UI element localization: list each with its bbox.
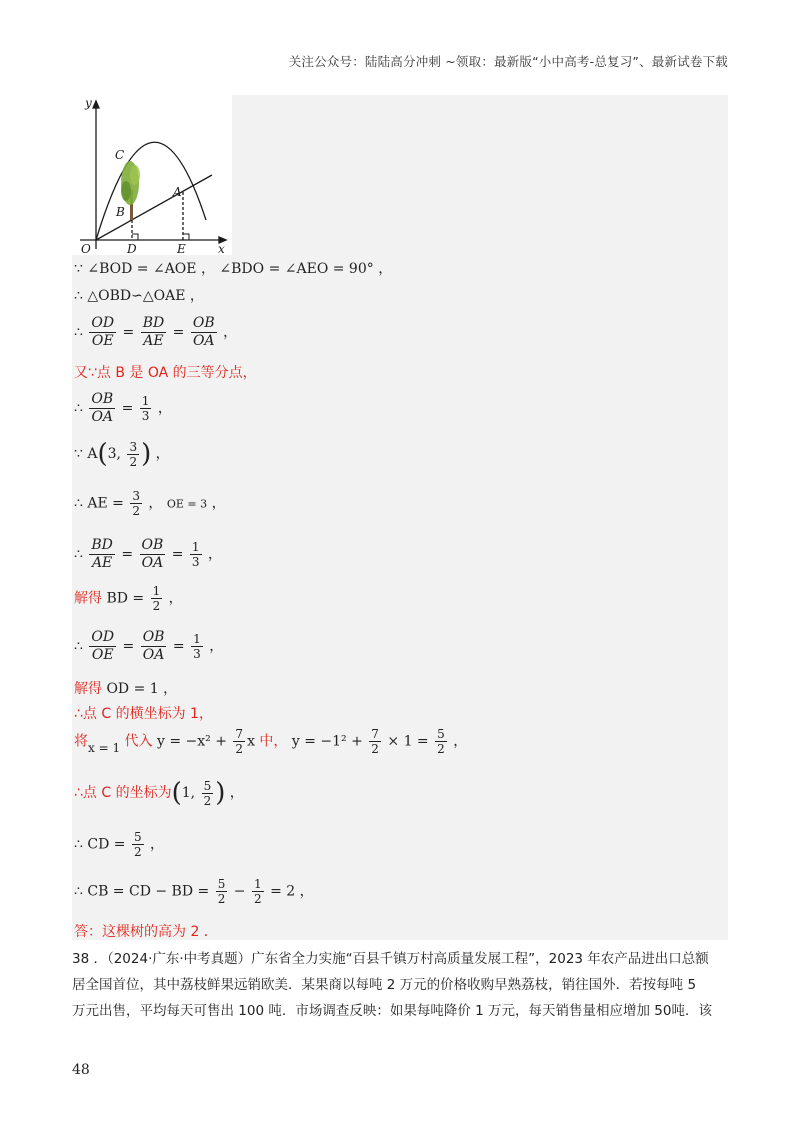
- step-point-a: ∵ A(3, $\frac{3}{2}$ ) ，: [74, 439, 170, 469]
- step-solve-od: 解得 OD = 1 ，: [74, 681, 178, 697]
- step-ratio-equation: ∴ $\frac{OD}{OE}$ = $\frac{BD}{AE}$ = $\frac{OB}{OA}$ ，: [74, 315, 238, 349]
- step-bd-ae-ratio: ∴ $\frac{BD}{AE}$ = $\frac{OB}{OA}$ = $\frac{1}{3}$ ，: [74, 537, 223, 571]
- line-oa: [96, 175, 212, 240]
- step-trisection-point: 又∵点 B 是 OA 的三等分点，: [74, 365, 257, 381]
- coordinate-diagram: [72, 95, 232, 255]
- right-angle-e: [183, 234, 189, 240]
- step-cb: ∴ CB = CD − BD = $\frac{5}{2}$ − $\frac{1}{2}$ = 2 ，: [74, 877, 314, 906]
- step-cd: ∴ CD = $\frac{5}{2}$ ，: [74, 830, 165, 859]
- step-ae-oe: ∴ AE = $\frac{3}{2}$ ， OE = 3 ，: [74, 489, 226, 518]
- problem-line-1: 38 ．（2024·广东·中考真题）广东省全力实施“百县千镇万村高质量发展工程”，2023 年农产品进出口总额: [72, 951, 709, 967]
- step-angles-equal: ∵ ∠BOD = ∠AOE ， ∠BDO = ∠AEO = 90° ，: [74, 261, 393, 277]
- solution-block: [72, 95, 728, 940]
- label-d: D: [127, 242, 137, 255]
- problem-38: [72, 946, 732, 1024]
- step-ob-oa-ratio: ∴ $\frac{OB}{OA}$ = $\frac{1}{3}$ ，: [74, 391, 172, 425]
- label-e: E: [177, 242, 186, 255]
- page-header: 关注公众号：陆陆高分冲刺 ~领取：最新版“小中高考-总复习”、最新试卷下载: [288, 54, 728, 69]
- step-c-abscissa: ∴点 C 的横坐标为 1，: [74, 706, 213, 722]
- label-b: B: [116, 205, 125, 219]
- problem-line-3: 万元出售，平均每天可售出 100 吨．市场调查反映：如果每吨降价 1 万元，每天销售量相应增加 50吨．该: [72, 1003, 712, 1019]
- label-c: C: [115, 148, 125, 162]
- step-substitute: 将x = 1 代入 y = −x² + $\frac{7}{2}$ x 中， y = −1² + $\frac{7}{2}$ × 1 = $\frac{5}{2}$ ，: [74, 727, 468, 756]
- right-angle-d: [132, 234, 138, 240]
- step-solve-bd: 解得 BD = $\frac{1}{2}$ ，: [74, 584, 183, 613]
- label-x: x: [218, 242, 225, 255]
- page-number: 48: [72, 1062, 90, 1078]
- step-similar-triangles: ∴ △OBD∽△OAE ，: [74, 288, 204, 304]
- label-a: A: [173, 185, 182, 199]
- answer-line: 答：这棵树的高为 2 ．: [74, 924, 218, 940]
- step-c-coordinates: ∴点 C 的坐标为(1, $\frac{5}{2}$ ) ，: [74, 778, 244, 808]
- label-o: O: [81, 242, 91, 255]
- step-od-oe-ratio: ∴ $\frac{OD}{OE}$ = $\frac{OB}{OA}$ = $\frac{1}{3}$ ，: [74, 629, 224, 663]
- parabola-curve: [96, 142, 206, 240]
- problem-line-2: 居全国首位，其中荔枝鲜果远销欧美．某果商以每吨 2 万元的价格收购早熟荔枝，销往国外．若按每吨 5: [72, 977, 697, 993]
- y-axis-arrow: [93, 101, 99, 108]
- label-y: y: [85, 96, 92, 110]
- tree-figure: [72, 95, 232, 255]
